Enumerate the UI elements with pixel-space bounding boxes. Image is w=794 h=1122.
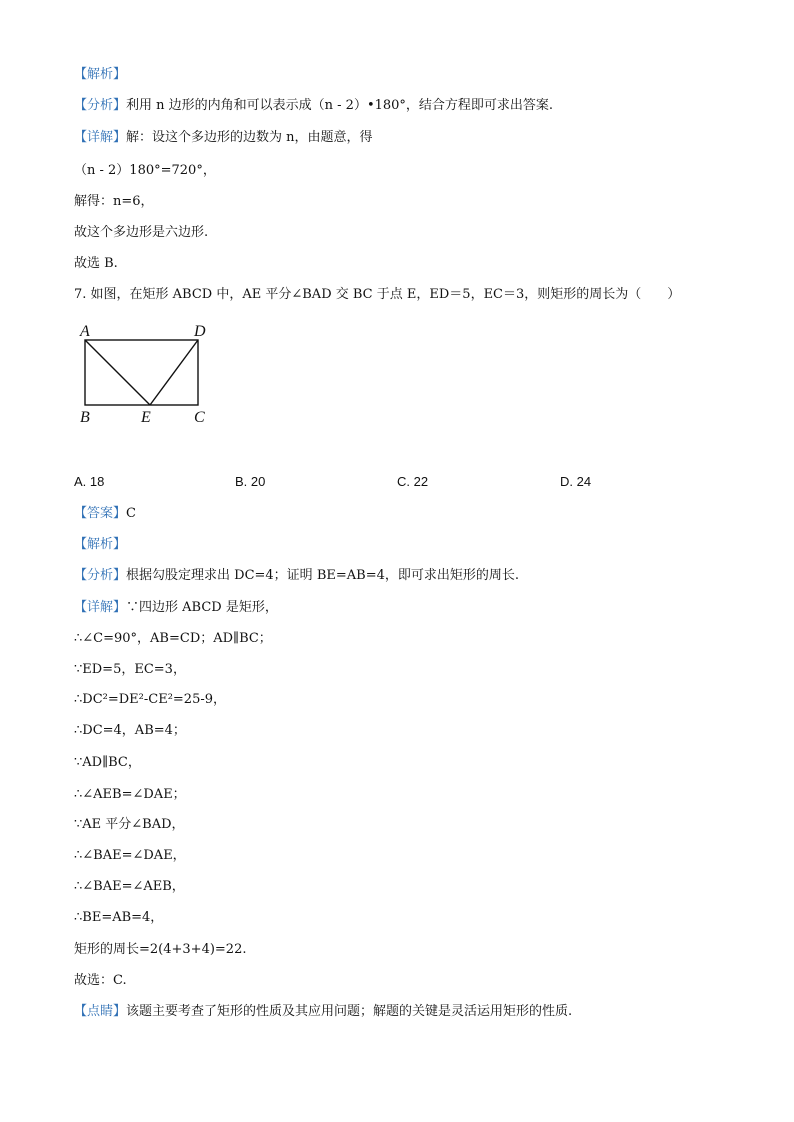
solution-step: ∴BE=AB=4，	[74, 910, 164, 925]
fenxi-line	[74, 98, 553, 114]
solution-step: 故选：C.	[74, 973, 127, 988]
solution-step: ∵AD∥BC，	[74, 755, 141, 770]
prev-step: 故选 B.	[74, 256, 118, 271]
option-d: D. 24	[560, 474, 592, 489]
analysis-xiangjie-line	[74, 600, 278, 616]
solution-step: ∴∠C=90°，AB=CD；AD∥BC；	[74, 631, 272, 646]
label-d: D	[194, 323, 206, 340]
fenxi-text: 利用 n 边形的内角和可以表示成（n - 2）•180°，结合方程即可求出答案.	[126, 98, 554, 113]
jiexi-heading: 【解析】	[74, 67, 127, 82]
solution-step: ∴∠BAE=∠DAE，	[74, 848, 186, 863]
dianjing-text: 该题主要考查了矩形的性质及其应用问题；解题的关键是灵活运用矩形的性质.	[126, 1004, 573, 1019]
xiangjie-text: 解：设这个多边形的边数为 n，由题意，得	[126, 130, 373, 145]
prev-step: 故这个多边形是六边形.	[74, 225, 209, 240]
rectangle-abcd	[85, 340, 198, 405]
label-b: B	[80, 409, 90, 426]
question-text: 7. 如图，在矩形 ABCD 中，AE 平分∠BAD 交 BC 于点 E，ED＝5，EC＝3，则矩形的周长为（ ）	[74, 287, 681, 302]
rectangle-figure	[70, 318, 220, 428]
dianjing-line	[74, 1004, 572, 1020]
analysis-fenxi-text: 根据勾股定理求出 DC=4；证明 BE=AB=4，即可求出矩形的周长.	[126, 568, 519, 583]
fenxi-tag: 【分析】	[74, 98, 127, 113]
option-c: C. 22	[397, 474, 429, 489]
prev-step: 解得：n=6，	[74, 194, 154, 209]
prev-step: （n - 2）180°=720°，	[74, 163, 216, 178]
xiangjie-line	[74, 130, 373, 146]
solution-step: ∴∠BAE=∠AEB，	[74, 879, 185, 894]
solution-step: ∴∠AEB=∠DAE；	[74, 787, 186, 802]
option-b: B. 20	[235, 474, 266, 489]
answer-line	[74, 506, 136, 522]
label-e: E	[141, 409, 151, 426]
solution-step: ∵ED=5，EC=3，	[74, 662, 186, 677]
xiangjie-tag: 【详解】	[74, 130, 127, 145]
solution-step: ∵AE 平分∠BAD，	[74, 817, 185, 832]
analysis-heading: 【解析】	[74, 537, 127, 552]
label-c: C	[194, 409, 205, 426]
segment-ae	[85, 340, 150, 405]
solution-step: 矩形的周长=2(4+3+4)=22.	[74, 942, 247, 957]
analysis-xiangjie-text: ∵四边形 ABCD 是矩形，	[126, 600, 278, 615]
solution-step: ∴DC=4，AB=4；	[74, 723, 186, 738]
segment-de	[150, 340, 198, 405]
answer-tag: 【答案】	[74, 506, 127, 521]
analysis-xiangjie-tag: 【详解】	[74, 600, 127, 615]
dianjing-tag: 【点睛】	[74, 1004, 127, 1019]
answer-value: C	[126, 506, 136, 521]
solution-step: ∴DC²=DE²-CE²=25-9，	[74, 692, 227, 707]
analysis-fenxi-line	[74, 568, 519, 584]
label-a: A	[80, 323, 90, 340]
option-a: A. 18	[74, 474, 105, 489]
analysis-fenxi-tag: 【分析】	[74, 568, 127, 583]
